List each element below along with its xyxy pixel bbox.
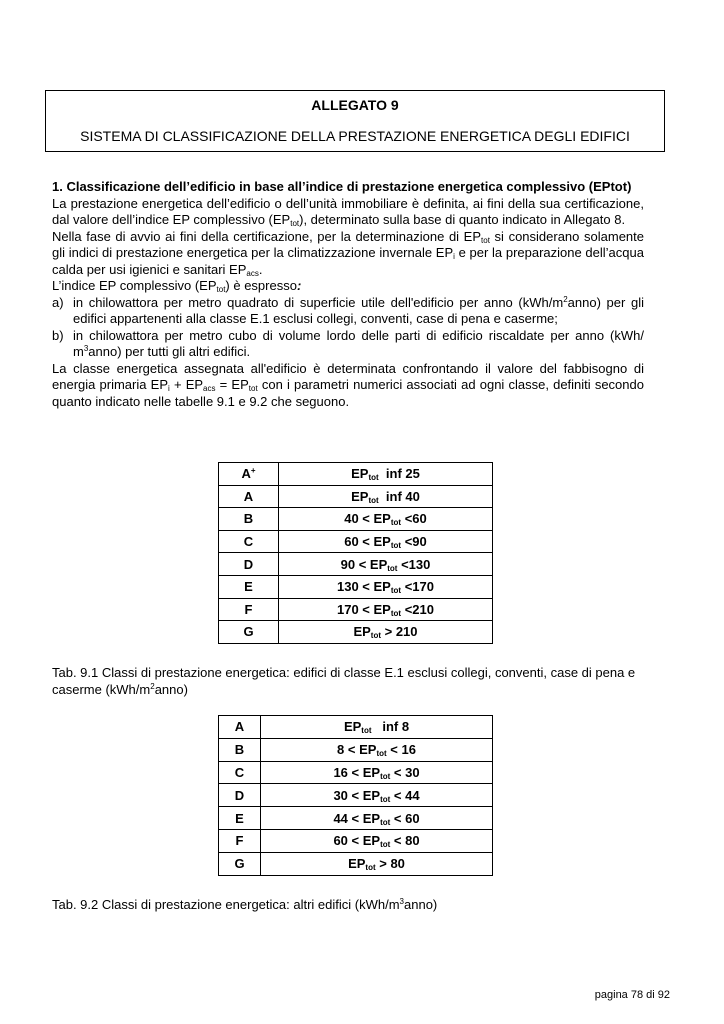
class-cell: E (219, 575, 279, 598)
page-number: pagina 78 di 92 (594, 989, 670, 1001)
table-9-1-caption: Tab. 9.1 Classi di prestazione energetica: edifici di classe E.1 esclusi collegi, conventi, case di pena e caserme $(kWh/m^2anno)$ (52, 665, 636, 697)
range-cell: $8 < EP_{tot} < 16$ (261, 738, 493, 761)
class-cell: D (219, 553, 279, 576)
class-cell: E (219, 807, 261, 830)
table-row (219, 598, 493, 621)
range-cell: $30 < EP_{tot} < 44$ (261, 784, 493, 807)
table-row (219, 761, 493, 784)
table-row (219, 530, 493, 553)
table-row (219, 575, 493, 598)
paragraph-1: La prestazione energetica dell’edificio o dell’unità immobiliare è definita, ai fini della sua certificazione, dal valore dell’indice EP complessivo $(EP_{tot})$, determinato sulla base di quanto indicato in Allegato 8. (52, 195, 644, 228)
range-cell: $EP_{tot} > 210$ (279, 621, 493, 644)
table-9-1 (218, 462, 493, 644)
list-item-b: b) in chilowattora per metro cubo di volume lordo delle parti di edificio riscaldate per anno (kWh/ $m^3anno$) per tutti gli altri edifici. (52, 327, 644, 359)
table-row (219, 485, 493, 508)
range-cell: $EP_{tot}$ inf 40 (279, 485, 493, 508)
class-cell: G (219, 621, 279, 644)
paragraph-3: L’indice EP complessivo $(EP_{tot})$ è espresso: (52, 278, 302, 294)
table-9-2 (218, 715, 493, 876)
class-cell: B (219, 508, 279, 531)
table-row (219, 716, 493, 739)
range-cell: $170 < EP_{tot} <210$ (279, 598, 493, 621)
header-box (45, 90, 665, 152)
class-cell: G (219, 852, 261, 875)
table-row (219, 784, 493, 807)
table-row (219, 807, 493, 830)
range-cell: $16 < EP_{tot} < 30$ (261, 761, 493, 784)
range-cell: $40 < EP_{tot} <60$ (279, 508, 493, 531)
class-cell: F (219, 598, 279, 621)
paragraph-4: La classe energetica assegnata all'edificio è determinata confrontando il valore del fabbisogno di energia primaria $EP_i + EP_{acs} = EP_{tot}$ con i parametri numerici associati ad ogni classe, definiti secondo quanto indicato nelle tabelle 9.1 e 9.2 che seguono. (52, 360, 644, 409)
class-cell: A (219, 485, 279, 508)
range-cell: $60 < EP_{tot} < 80$ (261, 829, 493, 852)
class-cell: C (219, 761, 261, 784)
table-row (219, 738, 493, 761)
range-cell: $130 < EP_{tot} <170$ (279, 575, 493, 598)
range-cell: $90 < EP_{tot} <130$ (279, 553, 493, 576)
table-9-2-caption: Tab. 9.2 Classi di prestazione energetica: altri edifici $(kWh/m^3anno)$ (52, 897, 438, 912)
document-body (52, 179, 644, 410)
annex-title: ALLEGATO 9 (311, 97, 399, 113)
range-cell: $EP_{tot}$ inf 8 (261, 716, 493, 739)
class-cell: C (219, 530, 279, 553)
table-row (219, 621, 493, 644)
class-cell: D (219, 784, 261, 807)
range-cell: $EP_{tot} > 80$ (261, 852, 493, 875)
class-cell: A (219, 716, 261, 739)
table-row (219, 829, 493, 852)
class-cell: F (219, 829, 261, 852)
range-cell: $44 < EP_{tot} < 60$ (261, 807, 493, 830)
annex-subtitle: SISTEMA DI CLASSIFICAZIONE DELLA PRESTAZIONE ENERGETICA DEGLI EDIFICI (80, 128, 630, 144)
table-row (219, 463, 493, 486)
range-cell: $60 < EP_{tot} <90$ (279, 530, 493, 553)
section-heading: 1. Classificazione dell’edificio in base all’indice di prestazione energetica complessivo (EPtot) (52, 179, 632, 194)
list-item-a: a) in chilowattora per metro quadrato di superficie utile dell'edificio per anno $(kWh/m^2anno)$ per gli edifici appartenenti alla classe E.1 esclusi collegi, conventi, case di pena e caserme; (52, 294, 644, 326)
class-cell: A+ (219, 463, 279, 486)
class-cell: B (219, 738, 261, 761)
paragraph-2: Nella fase di avvio ai fini della certificazione, per la determinazione di $EP_{tot}$ si considerano solamente gli indici di prestazione energetica per la climatizzazione invernale $EP_i$ e per la preparazione dell’acqua calda per usi igienici e sanitari $EP_{acs}$. (52, 228, 644, 278)
table-row (219, 553, 493, 576)
table-row (219, 852, 493, 875)
range-cell: $EP_{tot}$ inf 25 (279, 463, 493, 486)
table-row (219, 508, 493, 531)
